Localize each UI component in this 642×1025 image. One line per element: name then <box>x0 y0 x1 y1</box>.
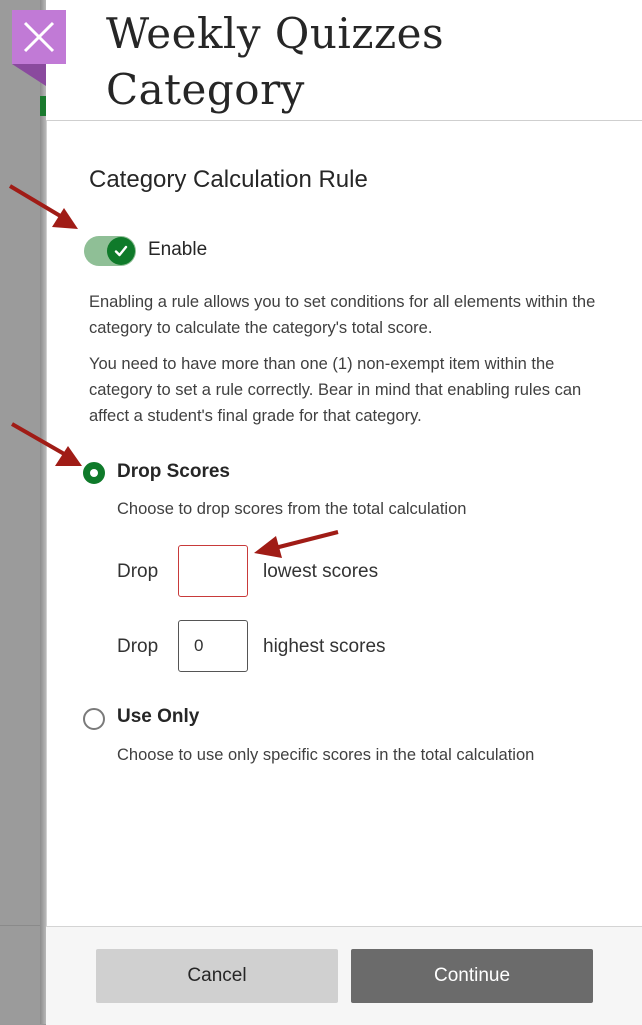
drop-lowest-suffix: lowest scores <box>263 561 379 582</box>
rule-description: Enabling a rule allows you to set conditions for all elements within the category to calculate the category's total score. <box>89 293 596 337</box>
continue-button[interactable]: Continue <box>351 949 593 1003</box>
drop-scores-description: Choose to drop scores from the total calculation <box>117 500 467 518</box>
drop-lowest-input[interactable] <box>178 545 248 597</box>
drop-highest-suffix: highest scores <box>263 636 386 657</box>
rule-warning: You need to have more than one (1) non-exempt item within the category to set a rule correctly. Bear in mind that enabling rules can affect a student's final grade for that category. <box>89 355 582 425</box>
use-only-radio[interactable] <box>83 708 105 730</box>
checkmark-icon <box>113 243 129 259</box>
close-button[interactable] <box>12 10 66 64</box>
drop-scores-radio[interactable] <box>83 462 105 484</box>
drop-highest-input[interactable] <box>178 620 248 672</box>
page-title <box>106 6 586 118</box>
section-title: Category Calculation Rule <box>89 166 368 193</box>
cancel-button[interactable]: Cancel <box>96 949 338 1003</box>
toggle-knob[interactable] <box>107 237 135 265</box>
panel-header <box>46 0 642 121</box>
page-title-line2: Category <box>106 65 305 114</box>
page-title-line1: Weekly Quizzes <box>106 9 444 58</box>
drop-lowest-prefix: Drop <box>117 561 159 582</box>
close-tab-fold <box>12 64 46 86</box>
use-only-label[interactable]: Use Only <box>117 706 200 727</box>
background-overlay <box>0 0 40 1024</box>
enable-label: Enable <box>148 239 208 260</box>
close-icon <box>21 19 57 55</box>
drop-scores-label[interactable]: Drop Scores <box>117 461 230 482</box>
use-only-description: Choose to use only specific scores in the total calculation <box>117 746 535 764</box>
drop-highest-prefix: Drop <box>117 636 159 657</box>
